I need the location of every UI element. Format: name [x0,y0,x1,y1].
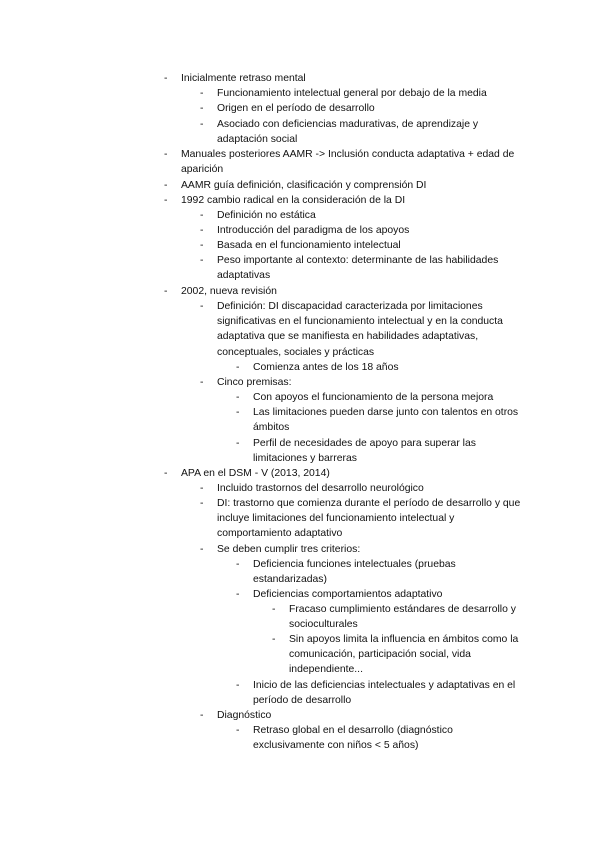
bullet-dash: - [200,301,204,312]
item-text: APA en el DSM - V (2013, 2014) [181,468,330,479]
item-text: AAMR guía definición, clasificación y comprensión DI [181,180,427,191]
item-text: Funcionamiento intelectual general por debajo de la media [217,88,487,99]
item-text: Retraso global en el desarrollo (diagnóstico exclusivamente con niños < 5 años) [253,725,453,752]
item-text: Manuales posteriores AAMR -> Inclusión conducta adaptativa + edad de aparición [181,149,515,176]
bullet-dash: - [200,498,204,509]
item-text: Inicio de las deficiencias intelectuales y adaptativas en el período de desarrollo [253,680,516,707]
bullet-dash: - [200,483,204,494]
item-text: Diagnóstico [217,710,272,721]
bullet-dash: - [272,634,276,645]
bullet-dash: - [236,362,240,373]
item-text: Definición: DI discapacidad caracterizada por limitaciones significativas en el funcionamiento intelectual y en la conducta adaptativa que se manifiesta en habilidades adaptativas, conceptuales, sociales y prácticas [217,301,503,358]
bullet-dash: - [236,680,240,691]
item-text: Fracaso cumplimiento estándares de desarrollo y socioculturales [289,604,516,631]
bullet-dash: - [164,149,168,160]
bullet-dash: - [200,103,204,114]
bullet-dash: - [200,225,204,236]
item-text: Cinco premisas: [217,377,292,388]
bullet-dash: - [164,73,168,84]
bullet-dash: - [200,240,204,251]
bullet-dash: - [236,438,240,449]
bullet-dash: - [236,407,240,418]
item-text: Definición no estática [217,210,316,221]
item-text: DI: trastorno que comienza durante el período de desarrollo y que incluye limitaciones del funcionamiento intelectual y comportamiento adaptativo [217,498,521,540]
bullet-dash: - [200,710,204,721]
item-text: Incluido trastornos del desarrollo neurológico [217,483,424,494]
item-text: Perfil de necesidades de apoyo para superar las limitaciones y barreras [253,438,476,465]
bullet-dash: - [200,544,204,555]
bullet-dash: - [200,119,204,130]
item-text: Sin apoyos limita la influencia en ámbitos como la comunicación, participación social, vida independiente... [289,634,519,676]
item-text: Con apoyos el funcionamiento de la persona mejora [253,392,494,403]
item-text: Deficiencias comportamientos adaptativo [253,589,443,600]
bullet-dash: - [236,589,240,600]
bullet-dash: - [236,725,240,736]
bullet-dash: - [236,559,240,570]
item-text: Deficiencia funciones intelectuales (pruebas estandarizadas) [253,559,456,586]
bullet-dash: - [164,286,168,297]
item-text: 1992 cambio radical en la consideración de la DI [181,195,406,206]
bullet-dash: - [272,604,276,615]
item-text: Inicialmente retraso mental [181,73,306,84]
item-text: Las limitaciones pueden darse junto con talentos en otros ámbitos [253,407,519,434]
bullet-dash: - [236,392,240,403]
bullet-dash: - [200,210,204,221]
item-text: Basada en el funcionamiento intelectual [217,240,401,251]
item-text: Peso importante al contexto: determinante de las habilidades adaptativas [217,255,499,282]
item-text: Se deben cumplir tres criterios: [217,544,361,555]
bullet-dash: - [164,195,168,206]
item-text: Origen en el período de desarrollo [217,103,375,114]
bullet-dash: - [200,88,204,99]
bullet-dash: - [200,255,204,266]
item-text: 2002, nueva revisión [181,286,277,297]
bullet-dash: - [164,180,168,191]
item-text: Introducción del paradigma de los apoyos [217,225,410,236]
bullet-dash: - [164,468,168,479]
item-text: Comienza antes de los 18 años [253,362,399,373]
item-text: Asociado con deficiencias madurativas, de aprendizaje y adaptación social [217,119,479,146]
bullet-dash: - [200,377,204,388]
